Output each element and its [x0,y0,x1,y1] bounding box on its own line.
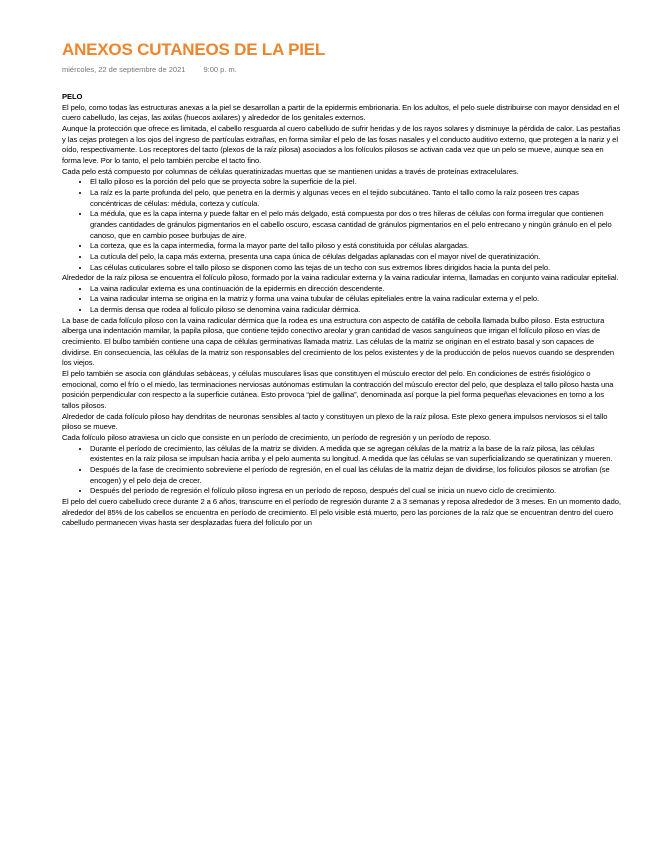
bullet-item: • La raíz es la parte profunda del pelo, que penetra en la dermis y algunas veces en el tejido subcutáneo. Tanto el tallo como la raíz poseen tres capas concéntricas de células: médula, corteza y cutícula. [90,188,622,209]
bullet-item: • La dermis densa que rodea al folículo piloso se denomina vaina radicular dérmica. [90,305,622,316]
bullet-item: • Las células cuticulares sobre el tallo piloso se disponen como las tejas de un techo con sus extremos libres dirigidos hacia la punta del pelo. [90,263,622,274]
paragraph: El pelo, como todas las estructuras anexas a la piel se desarrollan a partir de la epidermis embrionaria. En los adultos, el pelo suele distribuirse con mayor densidad en el cuero cabelludo, las cejas, las axilas (huecos axilares) y alrededor de los genitales externos. [62,102,620,123]
note-body [62,92,622,529]
bullet-list [62,284,622,316]
paragraph: El pelo también se asocia con glándulas sebáceas, y células musculares lisas que constituyen el músculo erector del pelo. En condiciones de estrés fisiológico o emocional, como el frío o el miedo, las terminaciones nerviosas autónomas estimulan la contracción del músculo erector del pelo, que desplaza el tallo piloso hasta una posición perpendicular con respecto a la superficie cutánea. Esto provoca “piel de gallina”, denominada así porque la piel forma pequeñas elevaciones en torno a los tallos pilosos. [62,369,614,411]
bullet-list [62,177,622,273]
paragraph: Aunque la protección que ofrece es limitada, el cabello resguarda al cuero cabelludo de sufrir heridas y de los rayos solares y disminuye la pérdida de calor. Las pestañas y las cejas protegen a los ojos del ingreso de partículas extrañas, en forma similar el pelo de las fosas nasales y el conducto auditivo externo, que protegen a la nariz y el oído, respectivamente. Los receptores del tacto (plexos de la raíz pilosa) asociados a los folículos pilosos se activan cada vez que un pelo se mueve, aunque sea en forma leve. Por lo tanto, el pelo también percibe el tacto fino. [62,123,621,165]
bullet-item: • Durante el período de crecimiento, las células de la matriz se dividen. A medida que se agregan células de la matriz a la base de la raíz pilosa, las células existentes en la raíz pilosa se impulsan hacia arriba y el pelo aumenta su longitud. A medida que las células se van superficializando se queratinizan y mueren. [90,444,622,465]
bullet-item: • Después de la fase de crecimiento sobreviene el período de regresión, en el cual las células de la matriz dejan de dividirse, los folículos pilosos se atrofian (se encogen) y el pelo deja de crecer. [90,465,622,486]
section-title: PELO [62,92,83,101]
note-metadata [62,65,622,75]
bullet-item: • La vaina radicular interna se origina en la matriz y forma una vaina tubular de células epiteliales entre la vaina radicular externa y el pelo. [90,294,622,305]
note-time: 9:00 p. m. [203,65,237,74]
paragraph: El pelo del cuero cabelludo crece durante 2 a 6 años, transcurre en el período de regresión durante 2 a 3 semanas y reposa alrededor de 3 meses. En un momento dado, alrededor del 85% de los cabellos se encuentra en período de crecimiento. El pelo visible está muerto, pero las porciones de la raíz que se encuentran dentro del cuero cabelludo permanecen vivas hasta ser desplazadas fuera del folículo por un [62,496,621,528]
paragraph: Cada folículo piloso atraviesa un ciclo que consiste en un período de crecimiento, un período de regresión y un período de reposo. [62,433,492,442]
paragraph: Alrededor de la raíz pilosa se encuentra el folículo piloso, formado por la vaina radicular externa y la vaina radicular interna, llamadas en conjunto vaina radicular epitelial. [62,273,619,283]
bullet-item: • El tallo piloso es la porción del pelo que se proyecta sobre la superficie de la piel. [90,177,622,188]
paragraph: Cada pelo está compuesto por columnas de células queratinizadas muertas que se mantienen unidas a través de proteínas extracelulares. [62,166,519,176]
bullet-item: • La cutícula del pelo, la capa más externa, presenta una capa única de células delgadas aplanadas con el mayor nivel de queratinización. [90,252,622,263]
note-date: miércoles, 22 de septiembre de 2021 [62,65,186,74]
bullet-item: • La corteza, que es la capa intermedia, forma la mayor parte del tallo piloso y está constituida por células alargadas. [90,241,622,252]
page-title: ANEXOS CUTANEOS DE LA PIEL [62,40,326,59]
bullet-item: • La vaina radicular externa es una continuación de la epidermis en dirección descendente. [90,284,622,295]
paragraph: La base de cada folículo piloso con la vaina radicular dérmica que la rodea es una estructura con aspecto de catáfila de cebolla llamada bulbo piloso. Esta estructura alberga una indentación mamilar, la papila pilosa, que contiene tejido conectivo areolar y gran cantidad de vasos sanguíneos que irrigan el folículo piloso en vías de crecimiento. El bulbo también contiene una capa de células germinativas llamada matriz. Las células de la matriz se originan en el estrato basal y son capaces de dividirse. En consecuencia, las células de la matriz son responsables del crecimiento de los pelos existentes y de la producción de pelos nuevos cuando se desprenden los viejos. [62,315,615,368]
paragraph: Alrededor de cada folículo piloso hay dendritas de neuronas sensibles al tacto y constituyen un plexo de la raíz pilosa. Este plexo genera impulsos nerviosos si el tallo piloso se mueve. [62,411,608,432]
bullet-item: • La médula, que es la capa interna y puede faltar en el pelo más delgado, está compuesta por dos o tres hileras de células con forma irregular que contienen grandes cantidades de gránulos pigmentarios en el cabello oscuro, escasa cantidad de gránulos pigmentarios en el pelo entrecano y ningún gránulo en el pelo canoso, que en cambio posee burbujas de aire. [90,209,622,241]
document-page [62,40,622,529]
bullet-list [62,444,622,497]
bullet-item: • Después del período de regresión el folículo piloso ingresa en un período de reposo, después del cual se inicia un nuevo ciclo de crecimiento. [90,486,622,497]
